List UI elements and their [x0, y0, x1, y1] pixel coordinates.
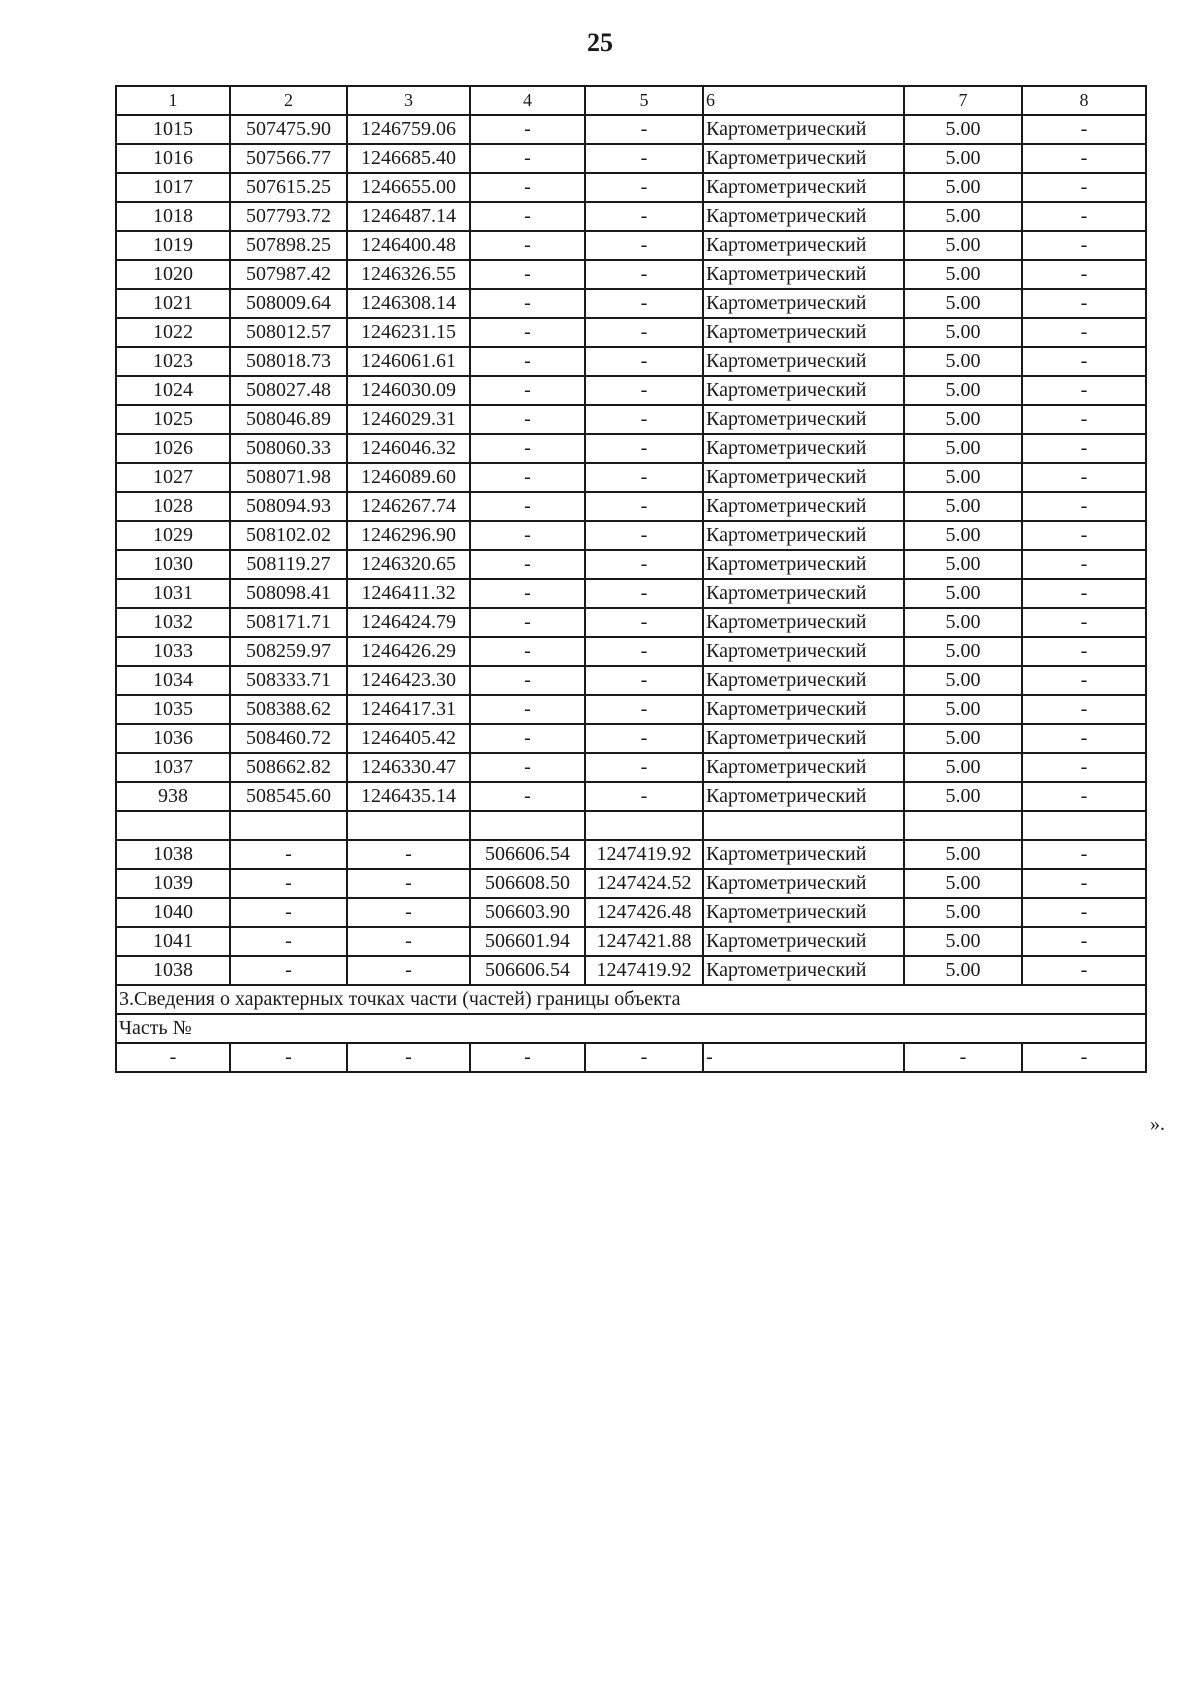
- table-row: [116, 376, 1146, 405]
- table-cell: -: [347, 869, 470, 898]
- table-row: [116, 347, 1146, 376]
- table-cell: -: [470, 492, 585, 521]
- table-cell: 1246417.31: [347, 695, 470, 724]
- table-row: [116, 956, 1146, 985]
- table-cell: 5.00: [904, 289, 1022, 318]
- table-cell: 1246320.65: [347, 550, 470, 579]
- table-cell: -: [230, 956, 347, 985]
- table-row: [116, 202, 1146, 231]
- table-cell: 1015: [116, 115, 230, 144]
- table-cell: 1016: [116, 144, 230, 173]
- table-cell: 1246029.31: [347, 405, 470, 434]
- table-cell: 507566.77: [230, 144, 347, 173]
- table-cell: 5.00: [904, 927, 1022, 956]
- table-cell: -: [1022, 753, 1146, 782]
- table-cell: Картометрический: [703, 666, 904, 695]
- table-cell: -: [470, 666, 585, 695]
- table-cell: 2: [230, 86, 347, 115]
- table-cell: 1246487.14: [347, 202, 470, 231]
- table-cell: -: [1022, 376, 1146, 405]
- table-cell: -: [470, 782, 585, 811]
- page-number: 25: [587, 28, 613, 57]
- table-cell: 1246424.79: [347, 608, 470, 637]
- table-cell: Картометрический: [703, 753, 904, 782]
- table-cell: -: [585, 115, 703, 144]
- table-cell: 508545.60: [230, 782, 347, 811]
- table-cell: 5.00: [904, 521, 1022, 550]
- table-cell: -: [1022, 318, 1146, 347]
- table-cell: -: [230, 869, 347, 898]
- table-cell: 938: [116, 782, 230, 811]
- table-cell: 1024: [116, 376, 230, 405]
- table-cell: -: [1022, 927, 1146, 956]
- table-cell: -: [470, 115, 585, 144]
- table-cell: 508388.62: [230, 695, 347, 724]
- table-row: [116, 521, 1146, 550]
- table-cell: 507475.90: [230, 115, 347, 144]
- section3-title: [116, 985, 1146, 1014]
- table-cell: -: [1022, 434, 1146, 463]
- table-cell: 1247419.92: [585, 840, 703, 869]
- table-cell: -: [470, 579, 585, 608]
- table-cell: 1028: [116, 492, 230, 521]
- table-cell: 508071.98: [230, 463, 347, 492]
- table-cell: -: [1022, 1043, 1146, 1072]
- table-cell: 1026: [116, 434, 230, 463]
- table-cell: Картометрический: [703, 434, 904, 463]
- table-cell: Картометрический: [703, 202, 904, 231]
- table-cell: 508027.48: [230, 376, 347, 405]
- table-cell: Картометрический: [703, 318, 904, 347]
- boundary-points-table: [115, 85, 1147, 1073]
- table-cell: 1246426.29: [347, 637, 470, 666]
- table-cell: 508333.71: [230, 666, 347, 695]
- closing-quote: ».: [1150, 1113, 1165, 1135]
- table-cell: 1246308.14: [347, 289, 470, 318]
- table-cell: -: [1022, 521, 1146, 550]
- empty-separator-row: [116, 811, 1146, 840]
- table-cell: 1246411.32: [347, 579, 470, 608]
- table-cell: 1247424.52: [585, 869, 703, 898]
- table-cell: 1246326.55: [347, 260, 470, 289]
- table-cell: 507987.42: [230, 260, 347, 289]
- table-cell: 5.00: [904, 956, 1022, 985]
- table-cell: -: [904, 1043, 1022, 1072]
- table-cell: Картометрический: [703, 144, 904, 173]
- table-cell: -: [470, 405, 585, 434]
- table-cell: -: [347, 898, 470, 927]
- table-cell: 1031: [116, 579, 230, 608]
- table-cell: 5.00: [904, 173, 1022, 202]
- table-cell: Картометрический: [703, 608, 904, 637]
- table-cell: 507793.72: [230, 202, 347, 231]
- table-cell: 1021: [116, 289, 230, 318]
- table-row: [116, 144, 1146, 173]
- table-cell: -: [470, 231, 585, 260]
- table-cell: -: [585, 695, 703, 724]
- table-cell: 5.00: [904, 405, 1022, 434]
- table-cell: -: [1022, 492, 1146, 521]
- table-cell: Картометрический: [703, 927, 904, 956]
- table-cell: 1033: [116, 637, 230, 666]
- table-cell: 1246405.42: [347, 724, 470, 753]
- table-cell: -: [230, 1043, 347, 1072]
- table-cell: 508094.93: [230, 492, 347, 521]
- table-cell: Картометрический: [703, 724, 904, 753]
- table-cell: -: [585, 492, 703, 521]
- table-cell: -: [585, 521, 703, 550]
- table-cell: 5.00: [904, 202, 1022, 231]
- table-row: [116, 260, 1146, 289]
- table-cell: 1023: [116, 347, 230, 376]
- table-cell: 1035: [116, 695, 230, 724]
- table-cell: -: [470, 434, 585, 463]
- table-cell: -: [703, 1043, 904, 1072]
- table-cell: 1019: [116, 231, 230, 260]
- table-cell: -: [1022, 666, 1146, 695]
- table-cell: -: [470, 347, 585, 376]
- table-cell: Картометрический: [703, 289, 904, 318]
- table-cell: -: [585, 405, 703, 434]
- table-row: [116, 695, 1146, 724]
- table-row: [116, 898, 1146, 927]
- table-cell: -: [585, 1043, 703, 1072]
- table-row: [116, 492, 1146, 521]
- table-cell: -: [1022, 144, 1146, 173]
- table-cell: Картометрический: [703, 521, 904, 550]
- table-cell: Картометрический: [703, 376, 904, 405]
- table-cell: -: [470, 173, 585, 202]
- table-row: [116, 115, 1146, 144]
- table-cell: Картометрический: [703, 492, 904, 521]
- table-cell: -: [585, 202, 703, 231]
- table-cell: 1246685.40: [347, 144, 470, 173]
- table-cell: -: [585, 347, 703, 376]
- table-cell: Картометрический: [703, 115, 904, 144]
- table-cell: 5.00: [904, 840, 1022, 869]
- table-cell: 1246759.06: [347, 115, 470, 144]
- table-cell: -: [1022, 347, 1146, 376]
- table-cell: -: [470, 550, 585, 579]
- table-cell: 1039: [116, 869, 230, 898]
- table-cell: 508012.57: [230, 318, 347, 347]
- table-cell: [470, 811, 585, 840]
- table-cell: -: [1022, 202, 1146, 231]
- table-cell: Картометрический: [703, 956, 904, 985]
- table-cell: 1034: [116, 666, 230, 695]
- table-cell: -: [1022, 550, 1146, 579]
- table-cell: 6: [703, 86, 904, 115]
- table-cell: 1247419.92: [585, 956, 703, 985]
- table-cell: -: [585, 144, 703, 173]
- table-cell: 5.00: [904, 550, 1022, 579]
- table-cell: 1041: [116, 927, 230, 956]
- table-cell: 1246330.47: [347, 753, 470, 782]
- table-cell: 8: [1022, 86, 1146, 115]
- table-row: [116, 724, 1146, 753]
- table-cell: -: [585, 724, 703, 753]
- table-cell: 508171.71: [230, 608, 347, 637]
- table-cell: 1247426.48: [585, 898, 703, 927]
- table-cell: 1022: [116, 318, 230, 347]
- table-cell: [703, 811, 904, 840]
- table-row: [116, 231, 1146, 260]
- table-cell: 1246400.48: [347, 231, 470, 260]
- table-cell: 506606.54: [470, 956, 585, 985]
- table-cell: -: [585, 434, 703, 463]
- table-cell: 1: [116, 86, 230, 115]
- table-cell: Картометрический: [703, 231, 904, 260]
- table-row: [116, 550, 1146, 579]
- table-cell: 1020: [116, 260, 230, 289]
- table-cell: -: [585, 782, 703, 811]
- table-cell: Картометрический: [703, 898, 904, 927]
- table-cell: -: [585, 608, 703, 637]
- table-cell: -: [470, 318, 585, 347]
- table-cell: 1246061.61: [347, 347, 470, 376]
- table-cell: Картометрический: [703, 405, 904, 434]
- table-cell: 5.00: [904, 724, 1022, 753]
- table-cell: 1027: [116, 463, 230, 492]
- table-cell: -: [470, 463, 585, 492]
- table-cell: -: [470, 144, 585, 173]
- table-cell: -: [1022, 115, 1146, 144]
- table-row: [116, 637, 1146, 666]
- table-cell: -: [1022, 637, 1146, 666]
- table-cell: -: [347, 1043, 470, 1072]
- table-cell: 5.00: [904, 695, 1022, 724]
- table-cell: -: [585, 376, 703, 405]
- table-cell: 4: [470, 86, 585, 115]
- table-cell: Картометрический: [703, 347, 904, 376]
- table-cell: -: [470, 376, 585, 405]
- part-row: [116, 1043, 1146, 1072]
- table-row: [116, 318, 1146, 347]
- table-cell: [230, 811, 347, 840]
- table-cell: -: [585, 579, 703, 608]
- table-cell: -: [230, 840, 347, 869]
- table-cell: 1032: [116, 608, 230, 637]
- part-number-label-cell: Часть №: [116, 1014, 1146, 1043]
- table-cell: -: [470, 202, 585, 231]
- table-cell: Картометрический: [703, 463, 904, 492]
- table-cell: Картометрический: [703, 869, 904, 898]
- table-cell: -: [470, 637, 585, 666]
- table-cell: -: [347, 956, 470, 985]
- table-row: [116, 840, 1146, 869]
- table-cell: -: [470, 260, 585, 289]
- table-header-row: [116, 86, 1146, 115]
- table-cell: -: [1022, 173, 1146, 202]
- table-cell: -: [585, 173, 703, 202]
- table-cell: 5.00: [904, 666, 1022, 695]
- table-cell: Картометрический: [703, 579, 904, 608]
- table-cell: 508098.41: [230, 579, 347, 608]
- table-cell: 5.00: [904, 579, 1022, 608]
- table-cell: -: [347, 840, 470, 869]
- table-cell: -: [585, 666, 703, 695]
- table-cell: -: [1022, 608, 1146, 637]
- table-cell: -: [1022, 695, 1146, 724]
- table-cell: -: [1022, 260, 1146, 289]
- table-cell: Картометрический: [703, 695, 904, 724]
- table-row: [116, 608, 1146, 637]
- table-cell: 506608.50: [470, 869, 585, 898]
- table-cell: 1037: [116, 753, 230, 782]
- table-cell: Картометрический: [703, 260, 904, 289]
- table-cell: 507898.25: [230, 231, 347, 260]
- table-cell: -: [585, 550, 703, 579]
- table-cell: -: [347, 927, 470, 956]
- table-cell: -: [470, 695, 585, 724]
- table-cell: 5.00: [904, 115, 1022, 144]
- table-cell: -: [470, 1043, 585, 1072]
- table-cell: 1246046.32: [347, 434, 470, 463]
- table-cell: 1246089.60: [347, 463, 470, 492]
- table-cell: -: [1022, 724, 1146, 753]
- table-cell: [1022, 811, 1146, 840]
- table-cell: 507615.25: [230, 173, 347, 202]
- table-cell: 5.00: [904, 608, 1022, 637]
- table-cell: [347, 811, 470, 840]
- table-cell: -: [230, 898, 347, 927]
- table-cell: 508060.33: [230, 434, 347, 463]
- table-cell: 5.00: [904, 144, 1022, 173]
- table-cell: 508119.27: [230, 550, 347, 579]
- table-cell: 7: [904, 86, 1022, 115]
- table-row: [116, 753, 1146, 782]
- table-cell: -: [470, 289, 585, 318]
- table-cell: -: [585, 318, 703, 347]
- table-cell: 506606.54: [470, 840, 585, 869]
- table-cell: [904, 811, 1022, 840]
- table-row: [116, 927, 1146, 956]
- table-row: [116, 782, 1146, 811]
- table-cell: [585, 811, 703, 840]
- table-cell: 1030: [116, 550, 230, 579]
- table-cell: 5.00: [904, 347, 1022, 376]
- table-cell: -: [585, 289, 703, 318]
- table-cell: 3: [347, 86, 470, 115]
- table-cell: 1246435.14: [347, 782, 470, 811]
- table-cell: Картометрический: [703, 173, 904, 202]
- table-cell: Картометрический: [703, 840, 904, 869]
- table-cell: -: [585, 463, 703, 492]
- table-cell: -: [470, 753, 585, 782]
- table-cell: -: [470, 724, 585, 753]
- table-row: [116, 666, 1146, 695]
- table-cell: 508460.72: [230, 724, 347, 753]
- table-cell: -: [585, 260, 703, 289]
- table-cell: 5.00: [904, 637, 1022, 666]
- table-cell: 5: [585, 86, 703, 115]
- table-cell: 1038: [116, 840, 230, 869]
- table-cell: 5.00: [904, 463, 1022, 492]
- table-cell: 508018.73: [230, 347, 347, 376]
- table-cell: 5.00: [904, 231, 1022, 260]
- table-cell: -: [585, 231, 703, 260]
- table-cell: 1247421.88: [585, 927, 703, 956]
- table-row: [116, 173, 1146, 202]
- table-cell: 5.00: [904, 376, 1022, 405]
- table-cell: 1029: [116, 521, 230, 550]
- table-cell: 1036: [116, 724, 230, 753]
- table-cell: -: [1022, 869, 1146, 898]
- table-cell: 1246296.90: [347, 521, 470, 550]
- table-cell: -: [1022, 898, 1146, 927]
- table-cell: 508662.82: [230, 753, 347, 782]
- table-cell: 5.00: [904, 753, 1022, 782]
- table-cell: 1246423.30: [347, 666, 470, 695]
- table-cell: -: [1022, 840, 1146, 869]
- table-cell: 1017: [116, 173, 230, 202]
- table-cell: 508259.97: [230, 637, 347, 666]
- table-cell: Картометрический: [703, 637, 904, 666]
- table-cell: -: [585, 637, 703, 666]
- table-row: [116, 434, 1146, 463]
- table-cell: 506603.90: [470, 898, 585, 927]
- table-cell: Картометрический: [703, 550, 904, 579]
- table-cell: 1246655.00: [347, 173, 470, 202]
- part-number-label: [116, 1014, 1146, 1043]
- table-cell: -: [470, 521, 585, 550]
- table-cell: 1246231.15: [347, 318, 470, 347]
- table-cell: Картометрический: [703, 782, 904, 811]
- table-cell: 1038: [116, 956, 230, 985]
- table-row: [116, 579, 1146, 608]
- table-row: [116, 405, 1146, 434]
- table-cell: 1246030.09: [347, 376, 470, 405]
- table-cell: 506601.94: [470, 927, 585, 956]
- table-cell: -: [1022, 289, 1146, 318]
- table-cell: [116, 811, 230, 840]
- table-cell: -: [1022, 782, 1146, 811]
- table-row: [116, 463, 1146, 492]
- table-cell: 1040: [116, 898, 230, 927]
- table-cell: 5.00: [904, 869, 1022, 898]
- table-row: [116, 289, 1146, 318]
- table-cell: 5.00: [904, 260, 1022, 289]
- table-cell: 5.00: [904, 434, 1022, 463]
- table-cell: 1025: [116, 405, 230, 434]
- table-cell: 508102.02: [230, 521, 347, 550]
- table-cell: -: [1022, 579, 1146, 608]
- table-cell: 5.00: [904, 492, 1022, 521]
- table-cell: 508046.89: [230, 405, 347, 434]
- table-row: [116, 869, 1146, 898]
- table-cell: 1018: [116, 202, 230, 231]
- table-cell: -: [1022, 231, 1146, 260]
- table-cell: 1246267.74: [347, 492, 470, 521]
- table-cell: -: [1022, 405, 1146, 434]
- section3-title-cell: 3.Сведения о характерных точках части (частей) границы объекта: [116, 985, 1146, 1014]
- table-cell: 508009.64: [230, 289, 347, 318]
- table-cell: -: [1022, 463, 1146, 492]
- table-cell: -: [230, 927, 347, 956]
- table-cell: -: [1022, 956, 1146, 985]
- table-cell: -: [116, 1043, 230, 1072]
- table-cell: 5.00: [904, 318, 1022, 347]
- table-cell: 5.00: [904, 898, 1022, 927]
- table-cell: -: [470, 608, 585, 637]
- table-cell: 5.00: [904, 782, 1022, 811]
- table-cell: -: [585, 753, 703, 782]
